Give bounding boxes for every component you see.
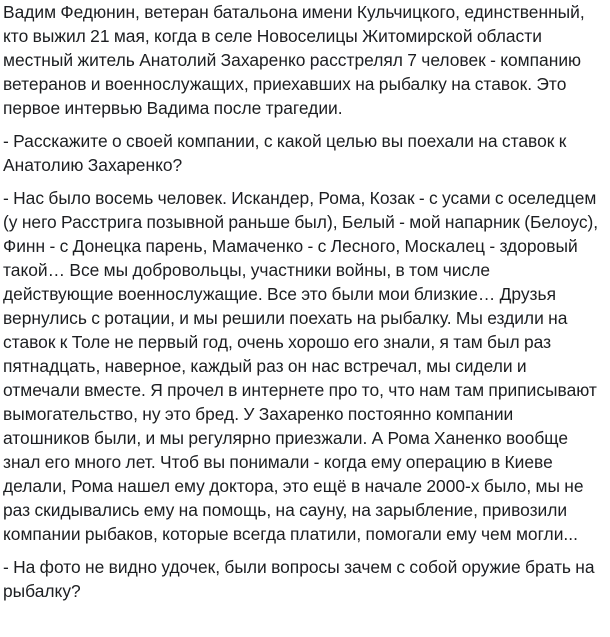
post-body — [3, 0, 599, 603]
question-paragraph: - Расскажите о своей компании, с какой целью вы поехали на ставок к Анатолию Захаренко? — [3, 131, 567, 175]
question-paragraph: - На фото не видно удочек, были вопросы зачем с собой оружие брать на рыбалку? — [3, 557, 595, 601]
intro-paragraph: Вадим Федюнин, ветеран батальона имени Кульчицкого, единственный, кто выжил 21 мая, когда в селе Новоселицы Житомирской области местный житель Анатолий Захаренко расстрелял 7 человек - компанию ветеранов и военнослужащих, приехавших на рыбалку на ставок. Это первое интервью Вадима после трагедии. — [3, 2, 585, 118]
answer-paragraph: - Нас было восемь человек. Искандер, Рома, Козак - с усами с оселедцем (у него Расстрига позывной раньше был), Белый - мой напарник (Белоус), Финн - с Донецка парень, Мамаченко - с Лесного, Москалец - здоровый такой… Все мы добровольцы, участники войны, в том числе действующие военнослужащие. Все это были мои близкие… Друзья вернулись с ротации, и мы решили поехать на рыбалку. Мы ездили на ставок к Толе не первый год, очень хорошо его знали, я там был раз пятнадцать, наверное, каждый раз он нас встречал, мы сидели и отмечали вместе. Я прочел в интернете про то, что нам там приписывают вымогательство, ну это бред. У Захаренко постоянно компании атошников были, и мы регулярно приезжали. А Рома Ханенко вообще знал его много лет. Чтоб вы понимали - когда ему операцию в Киеве делали, Рома нашел ему доктора, это ещё в начале 2000-х было, мы не раз скидывались ему на помощь, на сауну, на зарыбление, привозили компании рыбаков, которые всегда платили, помогали ему чем могли... — [3, 188, 599, 544]
